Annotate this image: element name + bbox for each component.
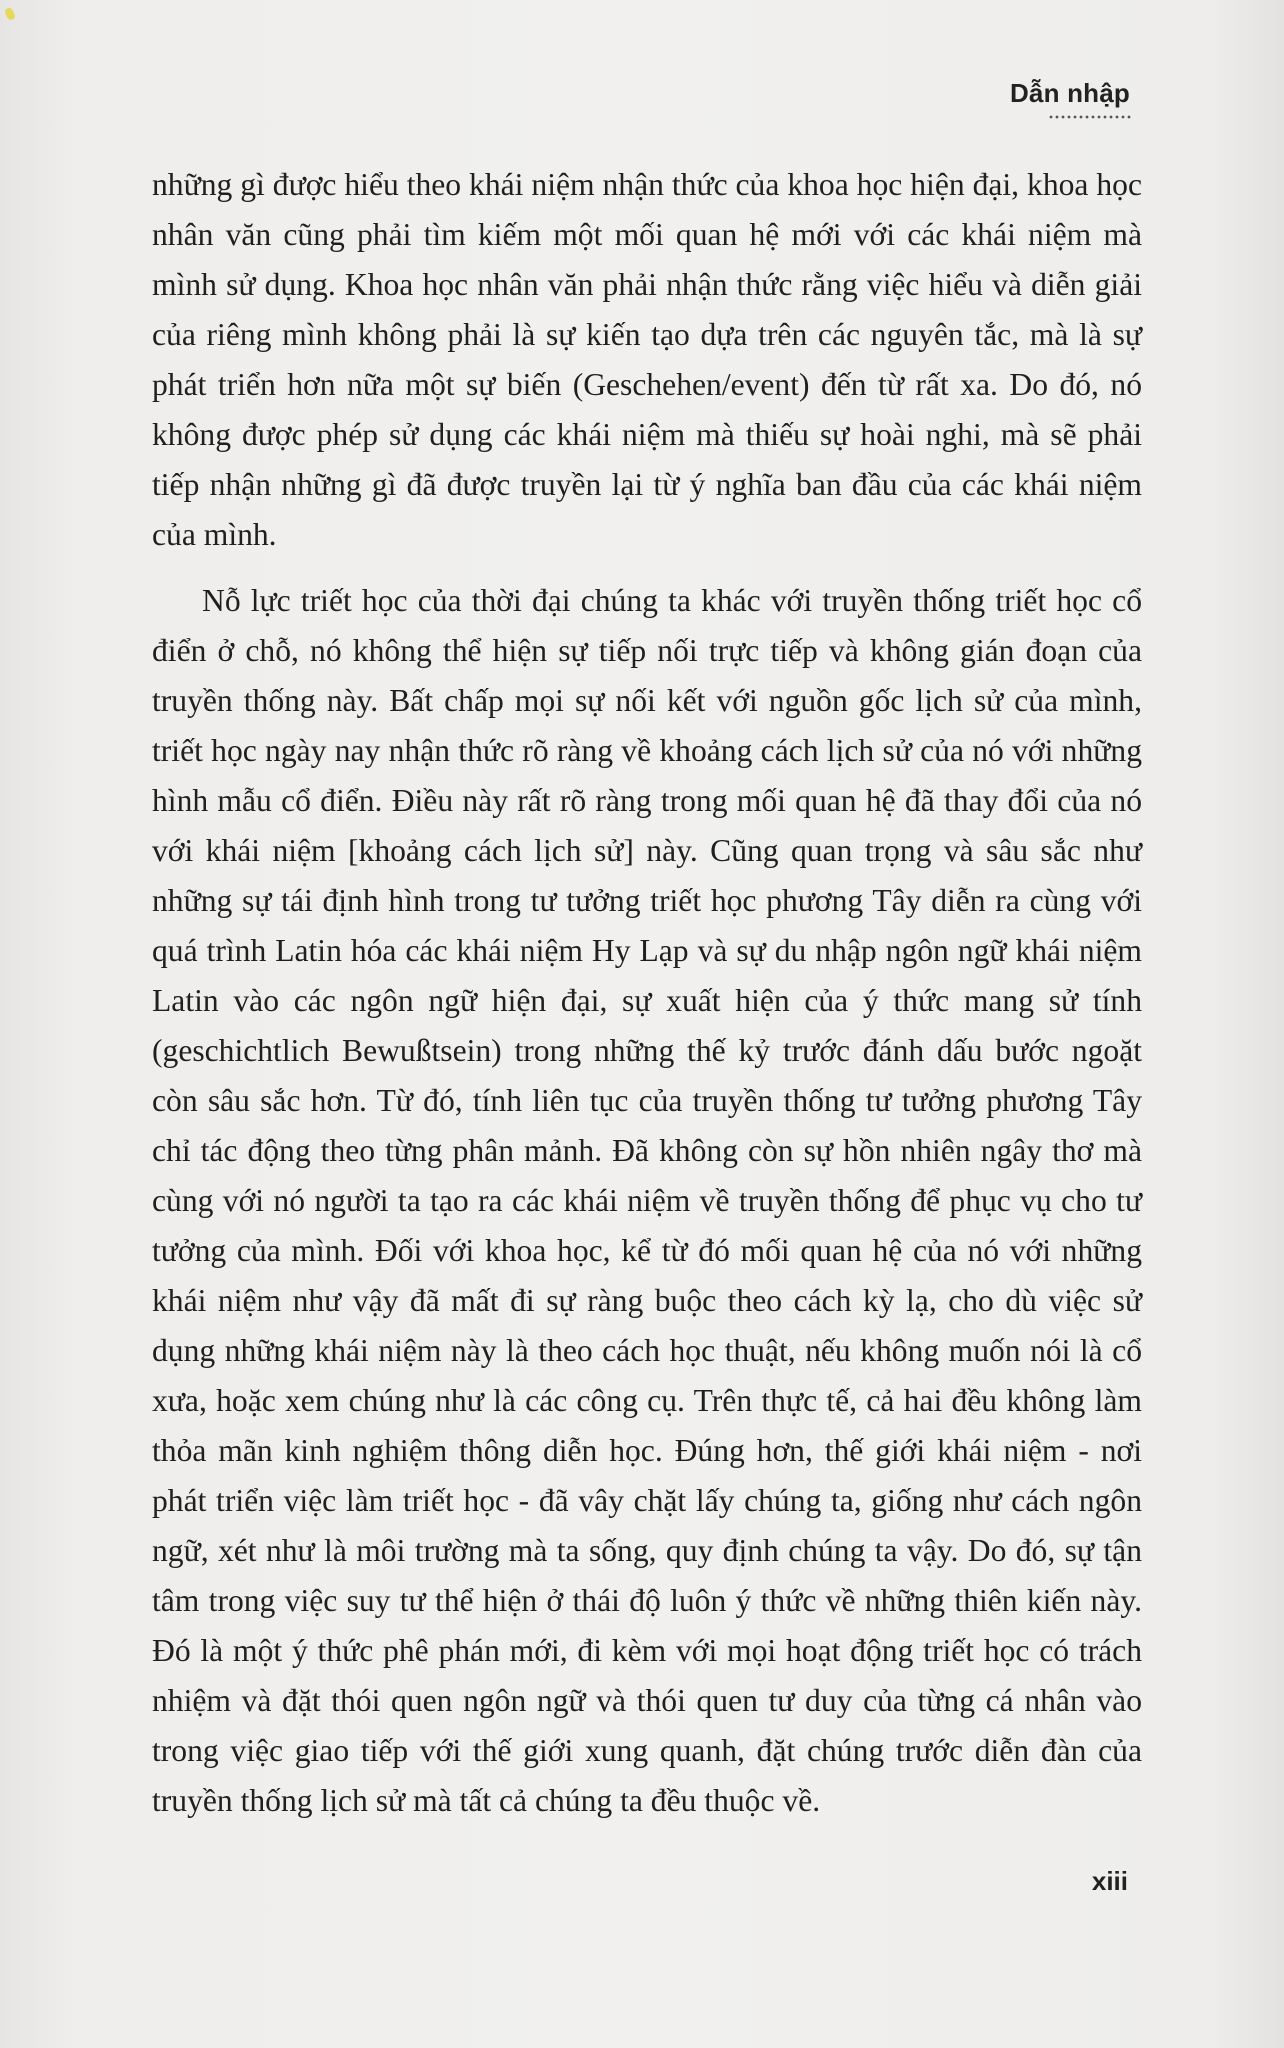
body-text bbox=[152, 160, 1142, 1826]
page-number: xiii bbox=[1091, 1866, 1128, 1896]
corner-mark bbox=[4, 7, 16, 21]
header-underline bbox=[1048, 114, 1132, 120]
paragraph-2: Nỗ lực triết học của thời đại chúng ta khác với truyền thống triết học cổ điển ở chỗ, nó không thể hiện sự tiếp nối trực tiếp và không gián đoạn của truyền thống này. Bất chấp mọi sự nối kết với nguồn gốc lịch sử của mình, triết học ngày nay nhận thức rõ ràng về khoảng cách lịch sử của nó với những hình mẫu cổ điển. Điều này rất rõ ràng trong mối quan hệ đã thay đổi của nó với khái niệm [khoảng cách lịch sử] này. Cũng quan trọng và sâu sắc như những sự tái định hình trong tư tưởng triết học phương Tây diễn ra cùng với quá trình Latin hóa các khái niệm Hy Lạp và sự du nhập ngôn ngữ khái niệm Latin vào các ngôn ngữ hiện đại, sự xuất hiện của ý thức mang sử tính (geschichtlich Bewußtsein) trong những thế kỷ trước đánh dấu bước ngoặt còn sâu sắc hơn. Từ đó, tính liên tục của truyền thống tư tưởng phương Tây chỉ tác động theo từng phân mảnh. Đã không còn sự hồn nhiên ngây thơ mà cùng với nó người ta tạo ra các khái niệm về truyền thống để phục vụ cho tư tưởng của mình. Đối với khoa học, kể từ đó mối quan hệ của nó với những khái niệm như vậy đã mất đi sự ràng buộc theo cách kỳ lạ, cho dù việc sử dụng những khái niệm này là theo cách học thuật, nếu không muốn nói là cổ xưa, hoặc xem chúng như là các công cụ. Trên thực tế, cả hai đều không làm thỏa mãn kinh nghiệm thông diễn học. Đúng hơn, thế giới khái niệm - nơi phát triển việc làm triết học - đã vây chặt lấy chúng ta, giống như cách ngôn ngữ, xét như là môi trường mà ta sống, quy định chúng ta vậy. Do đó, sự tận tâm trong việc suy tư thể hiện ở thái độ luôn ý thức về những thiên kiến này. Đó là một ý thức phê phán mới, đi kèm với mọi hoạt động triết học có trách nhiệm và đặt thói quen ngôn ngữ và thói quen tư duy của từng cá nhân vào trong việc giao tiếp với thế giới xung quanh, đặt chúng trước diễn đàn của truyền thống lịch sử mà tất cả chúng ta đều thuộc về. bbox=[152, 583, 1142, 1818]
running-header: Dẫn nhập bbox=[1009, 78, 1130, 108]
paragraph-1: những gì được hiểu theo khái niệm nhận thức của khoa học hiện đại, khoa học nhân văn cũng phải tìm kiếm một mối quan hệ mới với các khái niệm mà mình sử dụng. Khoa học nhân văn phải nhận thức rằng việc hiểu và diễn giải của riêng mình không phải là sự kiến tạo dựa trên các nguyên tắc, mà là sự phát triển hơn nữa một sự biến (Geschehen/event) đến từ rất xa. Do đó, nó không được phép sử dụng các khái niệm mà thiếu sự hoài nghi, mà sẽ phải tiếp nhận những gì đã được truyền lại từ ý nghĩa ban đầu của các khái niệm của mình. bbox=[152, 167, 1142, 552]
